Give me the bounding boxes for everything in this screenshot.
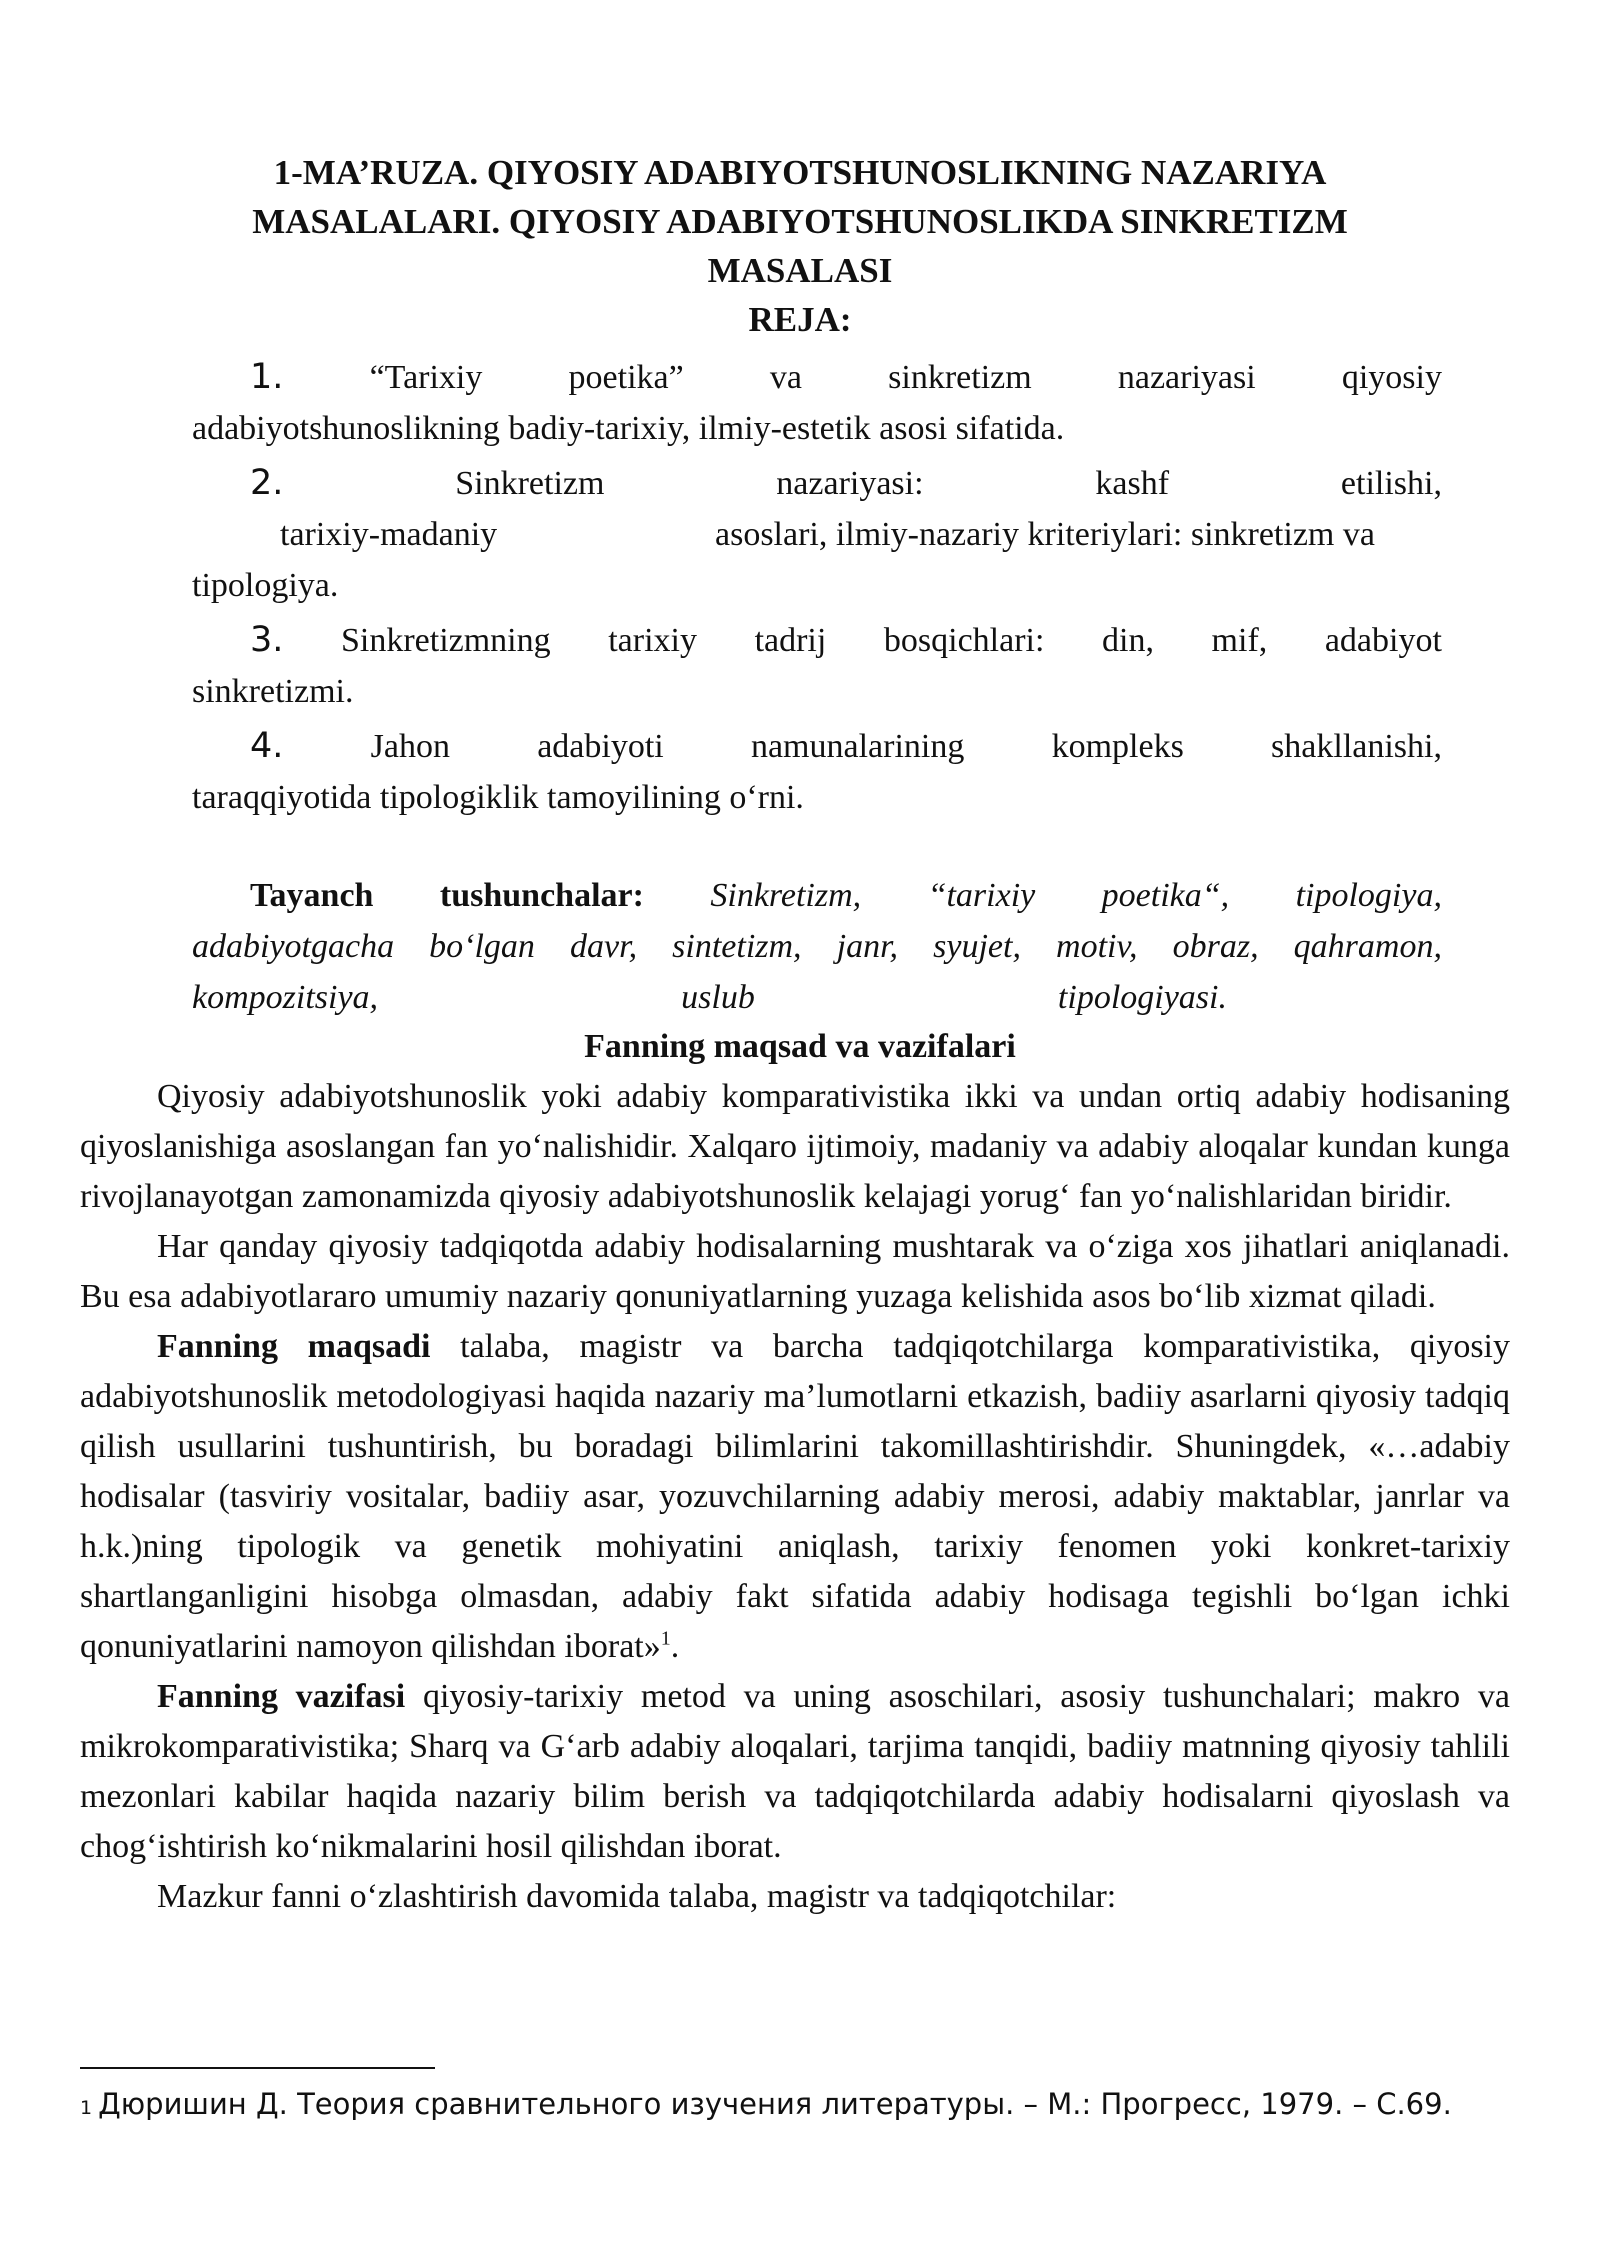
key-term: “tarixiy [927,877,1036,914]
plan-word: Sinkretizm [455,465,605,502]
paragraph: Har qanday qiyosiy tadqiqotda adabiy hodisalarning mushtarak va o‘ziga xos jihatlari aniqlanadi. Bu esa adabiyotlararo umumiy nazariy qonuniyatlarning yuzaga kelishida asos bo‘lib xizmat qiladi. [80,1228,1510,1315]
title-line: 1-MA’RUZA. QIYOSIY ADABIYOTSHUNOSLIKNING NAZARIYA [273,153,1327,192]
plan-word: Sinkretizmning [340,622,551,659]
key-term: qahramon, [1293,928,1442,965]
plan-word: tadrij [754,622,827,659]
paragraph: Qiyosiy adabiyotshunoslik yoki adabiy komparativistika ikki va undan ortiq adabiy hodisaning qiyoslanishiga asoslangan fan yo‘nalishidir. Xalqaro ijtimoiy, madaniy va adabiy aloqalar kundan kunga rivojlanayotgan zamonamizda qiyosiy adabiyotshunoslik kelajagi yorug‘ fan yo‘nalishlaridan biridir. [80,1078,1510,1215]
footnote-text: Дюришин Д. Теория сравнительного изучения литературы. – М.: Прогресс, 1979. – С.69. [98,2087,1452,2121]
plan-item [192,352,1442,454]
key-concepts-label: Tayanch [250,877,374,914]
plan-heading: REJA: [748,300,852,339]
plan-item-continuation: tipologiya. [192,567,339,604]
plan-word: adabiyot [1324,622,1442,659]
key-term: syujet, [933,928,1021,965]
key-term: kompozitsiya, [192,979,379,1016]
plan-item [192,458,1442,611]
paragraph-text: talaba, magistr va barcha tadqiqotchilarga komparativistika, qiyosiy adabiyotshunoslik metodologiyasi haqida nazariy ma’lumotlarni etkazish, badiiy asarlarni qiyosiy tadqiq qilish usullarini tushuntirish, bu boradagi bilimlarini takomillashtirishdir. Shuningdek, «…adabiy hodisalar (tasviriy vositalar, badiiy asar, yozuvchilarning adabiy merosi, adabiy maktablar, janrlar va h.k.)ning tipologik va genetik mohiyatini aniqlash, tarixiy fenomen yoki konkret-tarixiy shartlanganligini hisobga olmasdan, adabiy fakt sifatida adabiy hodisaga tegishli bo‘lgan ichki qonuniyatlarini namoyon qilishdan iborat» [80,1328,1511,1665]
key-term: adabiyotgacha [192,928,395,965]
key-concepts-label: tushunchalar: [439,877,644,914]
plan-word: etilishi, [1340,465,1442,502]
plan-list [192,352,1442,827]
plan-word: adabiyoti [537,728,664,765]
paragraph-lead: Fanning vazifasi [157,1678,406,1715]
plan-item-number: 2. [250,463,284,503]
body-text [80,1072,1510,1922]
paragraph-lead: Fanning maqsadi [157,1328,431,1365]
plan-item-continuation: adabiyotshunoslikning badiy-tarixiy, ilmiy-estetik asosi sifatida. [192,410,1065,447]
title-line: MASALASI [707,251,893,290]
section-title: Fanning maqsad va vazifalari [584,1028,1016,1065]
paragraph [80,1672,1510,1872]
plan-item [192,615,1442,717]
paragraph: Mazkur fanni o‘zlashtirish davomida talaba, magistr va tadqiqotchilar: [157,1878,1117,1915]
plan-word: sinkretizm [888,359,1032,396]
footnote-number: 1 [80,2097,93,2119]
key-term: Sinkretizm, [710,877,862,914]
plan-word: Jahon [370,728,450,765]
plan-item-number: 1. [250,357,284,397]
plan-item-continuation: sinkretizmi. [192,673,354,710]
title-line: MASALALARI. QIYOSIY ADABIYOTSHUNOSLIKDA SINKRETIZM [252,202,1348,241]
plan-word: namunalarining [750,728,965,765]
key-term: janr, [836,928,899,965]
plan-word: mif, [1211,622,1268,659]
paragraph [80,1322,1510,1672]
plan-item-continuation: taraqqiyotida tipologiklik tamoyilining o‘rni. [192,779,804,816]
plan-word: asoslari, ilmiy-nazariy kriteriylari: sinkretizm va [715,516,1375,553]
key-concepts [192,870,1442,1023]
key-term: motiv, [1056,928,1138,965]
key-term: tipologiyasi. [1057,979,1227,1016]
key-term: davr, [570,928,638,965]
plan-item-number: 3. [250,620,284,660]
plan-word: poetika” [568,359,684,396]
plan-word: nazariyasi: [776,465,924,502]
plan-word: kashf [1095,465,1170,502]
paragraph-text: qiyosiy-tarixiy metod va uning asoschilari, asosiy tushunchalari; makro va mikrokomparativistika; Sharq va G‘arb adabiy aloqalari, tarjima tanqidi, badiiy matnning qiyosiy tahlili mezonlari kabilar haqida nazariy bilim berish va tadqiqotchilarda adabiy hodisalarni qiyoslash va chog‘ishtirish ko‘nikmalarini hosil qilishdan iborat. [80,1678,1510,1865]
plan-word: din, [1102,622,1154,659]
lecture-title [150,148,1450,344]
plan-word: “Tarixiy [369,359,483,396]
key-term: sintetizm, [672,928,802,965]
footnote-divider [80,2067,435,2069]
plan-word: qiyosiy [1341,359,1442,396]
footnote [80,2084,1510,2128]
key-term: poetika“, [1101,877,1230,914]
plan-word: shakllanishi, [1271,728,1442,765]
key-term: tipologiya, [1295,877,1442,914]
footnote-ref: 1 [660,1627,671,1650]
plan-word: tarixiy [608,622,697,659]
paragraph-end: . [670,1628,680,1665]
key-term: uslub [681,979,755,1016]
plan-word: tarixiy-madaniy [280,516,498,553]
plan-word: nazariyasi [1117,359,1256,396]
plan-item [192,721,1442,823]
plan-word: kompleks [1051,728,1184,765]
plan-item-number: 4. [250,726,284,766]
key-term: obraz, [1172,928,1259,965]
key-term: bo‘lgan [429,928,535,965]
plan-word: bosqichlari: [883,622,1045,659]
plan-word: va [769,359,802,396]
